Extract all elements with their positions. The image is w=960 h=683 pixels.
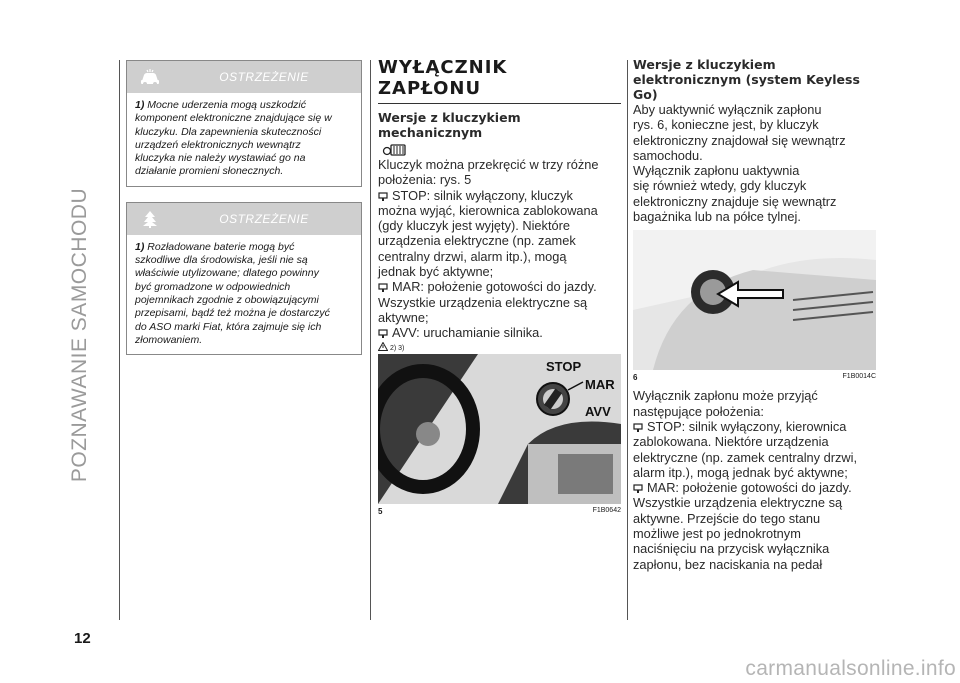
figure-caption: 6 F1B0014C: [633, 373, 876, 383]
figure-start-button: [633, 230, 876, 370]
page-number: 12: [74, 630, 91, 647]
column-divider: [119, 60, 120, 620]
figure-caption: 5 F1B0642: [378, 506, 621, 516]
ignition-keyless-column: [633, 57, 876, 572]
body-text: Wyłącznik zapłonu może przyjąć następujące położenia: STOP: silnik wyłączony, kierownica zablokowana. Niektóre urządzenia elektryczne (np. zamek centralny drzwi, alarm itp.), mogą jednak być aktywne; MAR: położenie gotowości do jazdy. Wszystkie urządzenia elektryczne są aktywne. Przejście do tego stanu możliwe jest po jednokrotnym naciśnięciu na przycisk wyłącznika zapłonu, bez naciskania na pedał: [633, 388, 858, 572]
subsection-title: Wersje z kluczykiem elektronicznym (system Keyless Go): [633, 57, 860, 102]
body-text: Aby uaktywnić wyłącznik zapłonu rys. 6, konieczne jest, by kluczyk elektroniczny znajdował się wewnątrz samochodu. Wyłącznik zapłonu uaktywnia się również wtedy, gdy kluczyk elektroniczny znajduje się wewnątrz bagażnika lub na półce tylnej.: [633, 102, 846, 225]
warning-box: [126, 202, 362, 355]
warning-box: [126, 60, 362, 187]
section-title: WYŁĄCZNIK ZAPŁONU: [378, 57, 508, 99]
label-mar: MAR: [585, 376, 615, 392]
warning-title: OSTRZEŻENIE: [219, 70, 309, 84]
key-bullet-icon: [378, 192, 388, 201]
warnings-column: [126, 60, 362, 355]
warning-text: 1) Rozładowane baterie mogą być szkodliwe dla środowiska, jeśli nie są właściwie utylizowane; dlatego powinny być gromadzone w odpowiednich pojemnikach zgodnie z obowiązującymi przepisami, bądź też można je dostarczyć do ASO marki Fiat, która zajmuje się ich złomowaniem.: [135, 240, 330, 346]
watermark: carmanualsonline.info: [745, 657, 956, 680]
warning-header: [127, 61, 361, 93]
ignition-mechanical-column: [378, 57, 621, 516]
key-bullet-icon: [378, 283, 388, 292]
label-avv: AVV: [585, 403, 611, 419]
warning-text: 1) Mocne uderzenia mogą uszkodzić komponent elektroniczne znajdujące się w kluczyku. Dla zapewnienia skuteczności urządzeń elektronicznych wewnątrz kluczyka nie należy wystawiać go na działanie promieni słonecznych.: [135, 99, 332, 178]
key-bullet-icon: [378, 329, 388, 338]
column-divider: [627, 60, 628, 620]
figure-ignition-key: [378, 354, 621, 504]
warning-triangle-icon: [378, 342, 388, 351]
references-row: 2) 3): [378, 342, 621, 352]
column-divider: [370, 60, 371, 620]
subsection-title: Wersje z kluczykiem mechanicznym: [378, 110, 521, 140]
section-divider: [378, 103, 621, 104]
start-button-illustration: [633, 230, 876, 370]
body-text: Kluczyk można przekręcić w trzy różne położenia: rys. 5 STOP: silnik wyłączony, kluczyk można wyjąć, kierownica zablokowana (gdy kluczyk jest wyjęty). Niektóre urządzenia elektryczne (np. zamek centralny drzwi, alarm itp.), mogą jednak być aktywne; MAR: położenie gotowości do jazdy. Wszystkie urządzenia elektryczne są aktywne; AVV: uruchamianie silnika.: [378, 157, 599, 341]
label-stop: STOP: [546, 358, 582, 374]
warning-header: [127, 203, 361, 235]
mechanical-key-icon: [382, 142, 408, 156]
key-bullet-icon: [633, 423, 643, 432]
key-bullet-icon: [633, 484, 643, 493]
warning-title: OSTRZEŻENIE: [219, 211, 309, 226]
